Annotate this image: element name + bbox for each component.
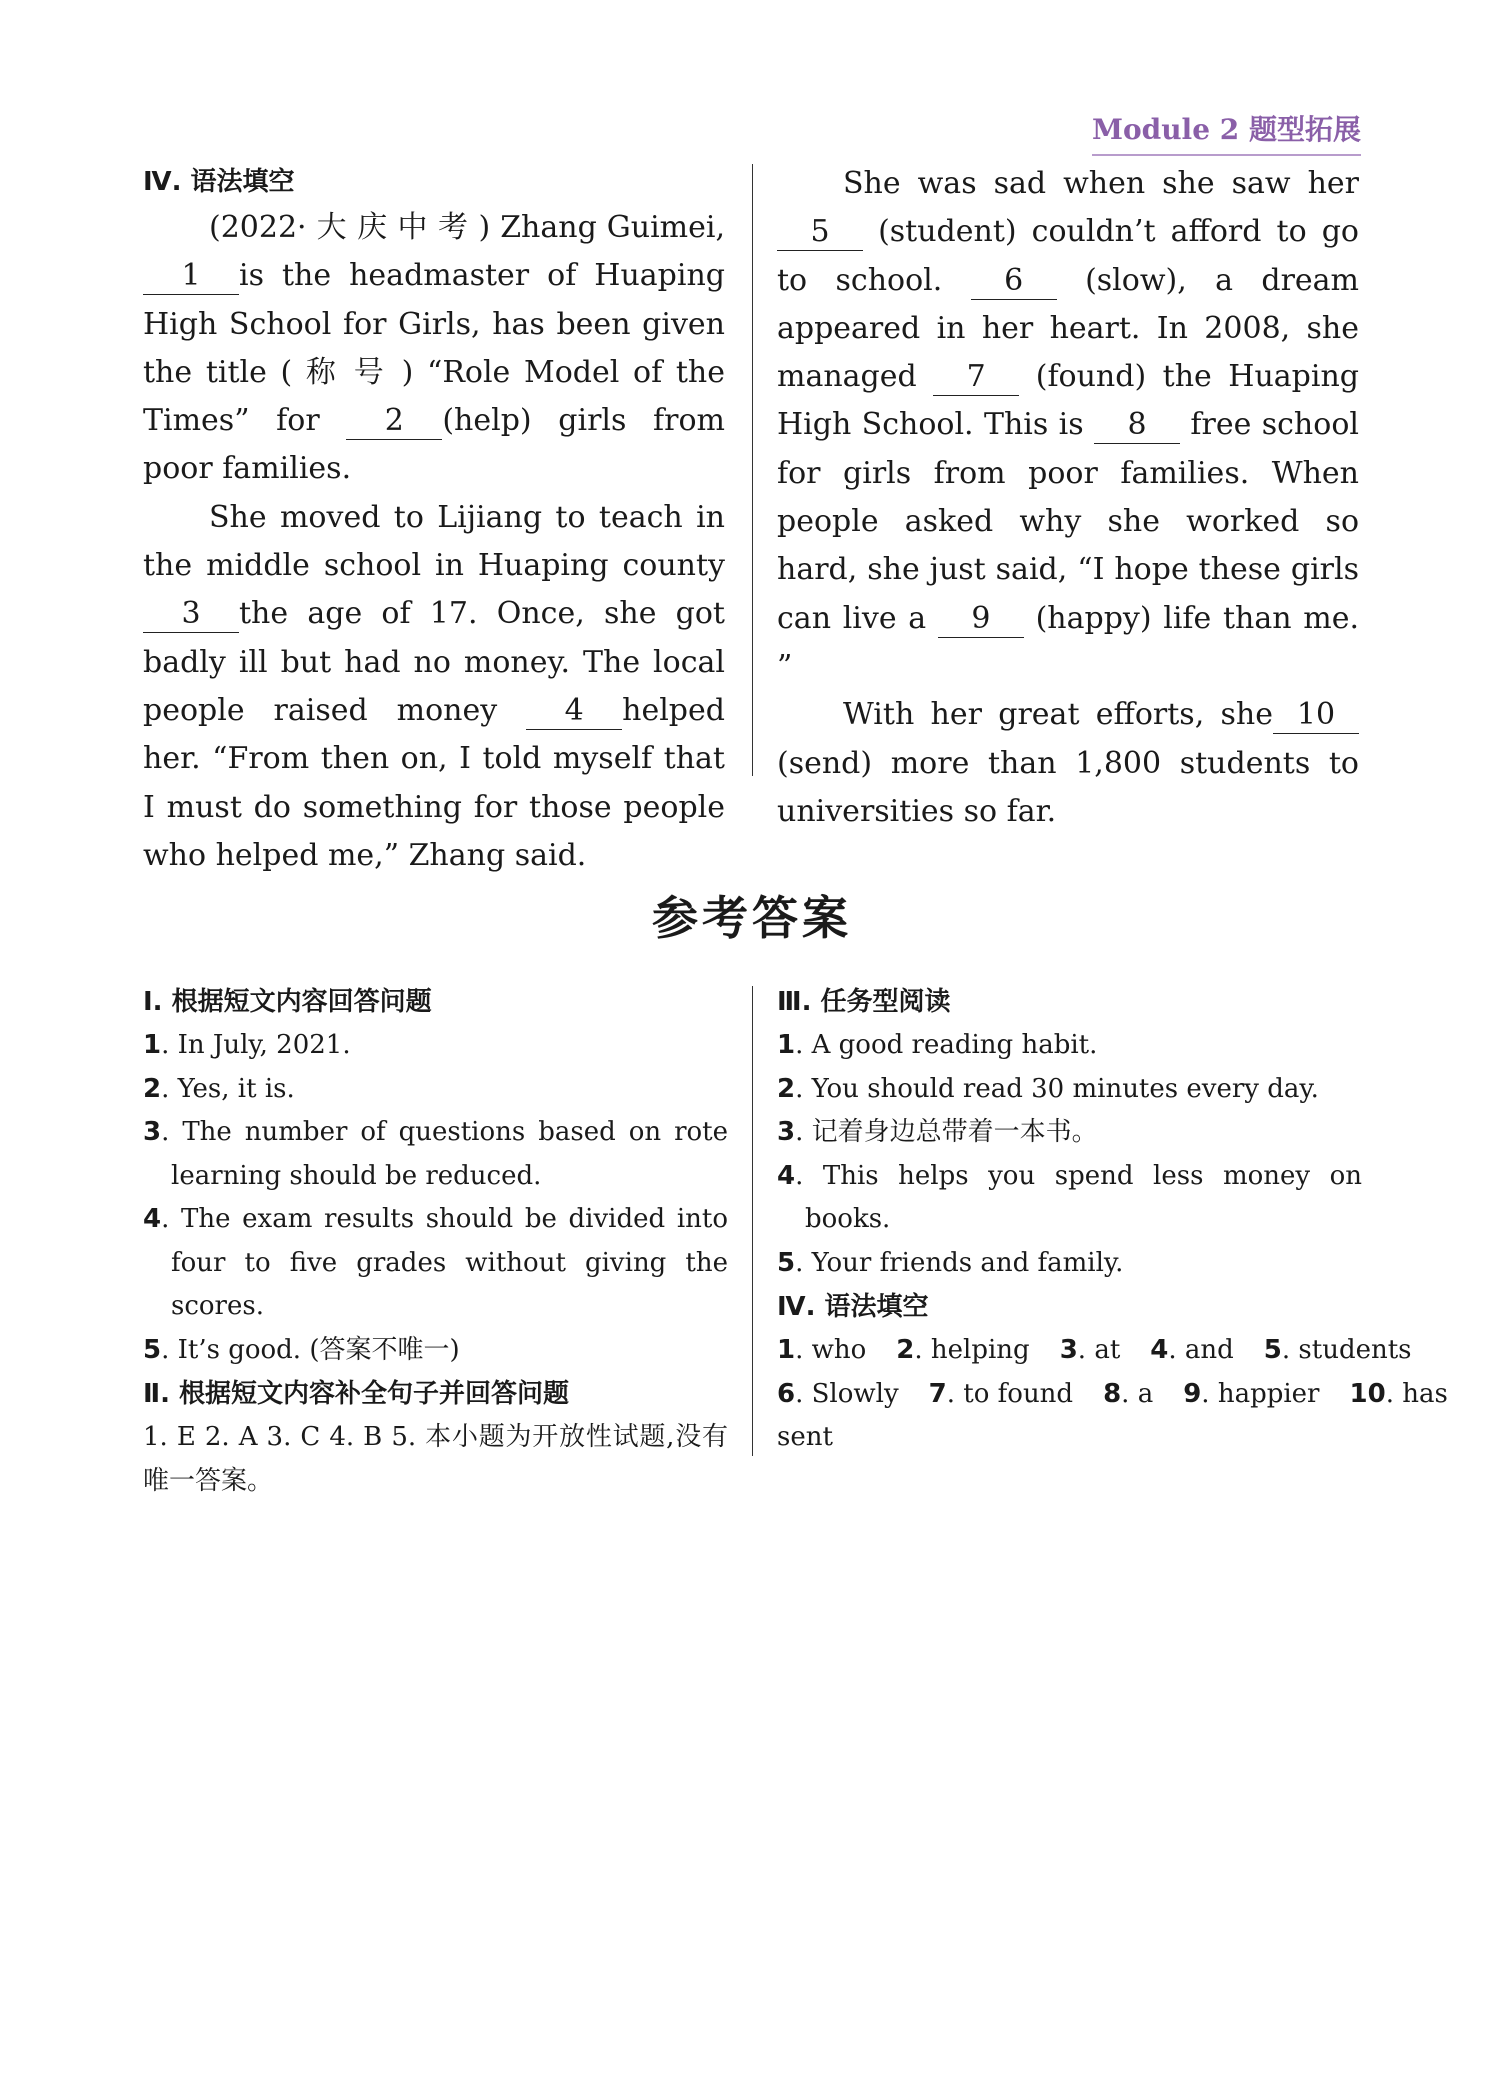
answer-number: 9	[1183, 1378, 1202, 1409]
answer-number: 1	[777, 1335, 796, 1365]
answers-title: 参考答案	[652, 891, 852, 945]
answer-item	[777, 1329, 866, 1373]
answer-item	[777, 1024, 1362, 1068]
answer-item	[777, 1155, 1362, 1242]
blank-1: 1	[143, 258, 239, 295]
answer-item	[143, 1111, 728, 1198]
answer-item	[896, 1329, 1029, 1373]
module-header: Module 2 题型拓展	[1092, 108, 1361, 156]
answer-number: 4	[143, 1204, 162, 1234]
answers-section-3-title: Ⅲ. 任务型阅读	[777, 987, 951, 1017]
answer-text: . You should read 30 minutes every day.	[795, 1073, 1319, 1104]
answer-number: 7	[928, 1378, 947, 1409]
passage-paragraph-2: She moved to Lijiang to teach in the middle school in Huaping county3 the age of 17. Once, she got badly ill but had no money. The local people raised money 4 helped her. “From then on, I told myself that I must do something for those people who helped me,” Zhang said.	[143, 499, 725, 873]
blank-9: 9	[938, 601, 1024, 638]
answers-left-column	[143, 980, 728, 1503]
answers-section-2-line: 1. E 2. A 3. C 4. B 5. 本小题为开放性试题,没有唯一答案。	[143, 1422, 728, 1496]
answer-text: . Your friends and family.	[795, 1247, 1124, 1278]
answer-text: . to found	[946, 1378, 1074, 1409]
answer-number: 5	[1263, 1335, 1282, 1365]
answer-number: 8	[1103, 1378, 1122, 1409]
answer-number: 5	[777, 1247, 796, 1278]
passage-paragraph-3: She was sad when she saw her5 (student) couldn’t afford to go to school. 6 (slow), a dream appeared in her heart. In 2008, she managed 7 (found) the Huaping High School. This is 8 free school for girls from poor families. When people asked why she worked so hard, she just said, “I hope these girls can live a 9 (happy) life than me. ”	[777, 166, 1360, 684]
answer-item	[143, 1198, 728, 1329]
answer-item	[1103, 1373, 1153, 1417]
answers-section-1-list	[143, 1024, 728, 1372]
passage-paragraph-4: With her great efforts, she 10 (send) more than 1,800 students to universities so far.	[777, 697, 1359, 829]
answer-item	[777, 1111, 1362, 1155]
column-divider-top	[752, 164, 753, 776]
answer-text: . It’s good. (答案不唯一)	[161, 1334, 460, 1365]
answer-item	[1060, 1329, 1121, 1373]
answer-item	[1183, 1373, 1319, 1417]
answer-item	[1264, 1329, 1412, 1373]
answer-item	[1350, 1373, 1448, 1417]
blank-7: 7	[933, 359, 1019, 396]
answer-text: . Yes, it is.	[161, 1073, 295, 1104]
answer-number: 3	[1059, 1335, 1078, 1365]
answer-text: . at	[1077, 1335, 1121, 1365]
answer-number: 4	[777, 1160, 796, 1191]
answer-text: . The exam results should be divided into four to five grades without giving the scores.	[161, 1204, 728, 1321]
blank-5: 5	[777, 214, 863, 251]
answer-number: 4	[1150, 1335, 1169, 1365]
answer-item	[1150, 1329, 1234, 1373]
answer-number: 2	[896, 1335, 915, 1365]
answer-number: 6	[777, 1378, 796, 1409]
section-title-grammar: Ⅳ. 语法填空	[143, 167, 295, 197]
passage-right-column	[777, 160, 1359, 836]
answer-text: . A good reading habit.	[795, 1030, 1098, 1060]
answer-number: 3	[143, 1117, 162, 1147]
answers-section-3-list	[777, 1024, 1362, 1285]
answers-section-4-cont: sent	[777, 1422, 833, 1452]
blank-8: 8	[1094, 407, 1180, 444]
answer-item	[777, 1068, 1362, 1112]
column-divider-bottom	[752, 986, 753, 1456]
answer-number: 5	[143, 1334, 162, 1365]
answer-text: . In July, 2021.	[161, 1030, 351, 1060]
answer-text: . This helps you spend less money on books.	[795, 1160, 1362, 1234]
answer-item	[777, 1373, 899, 1417]
answer-item	[143, 1329, 728, 1373]
answer-text: . helping	[914, 1335, 1030, 1365]
passage-left-column	[143, 160, 725, 880]
answers-section-4-row-1	[777, 1329, 1412, 1373]
answer-text: . happier	[1201, 1378, 1320, 1409]
answer-item	[929, 1373, 1073, 1417]
answer-text: . and	[1168, 1335, 1234, 1365]
blank-6: 6	[971, 263, 1057, 300]
answer-text: . students	[1281, 1335, 1412, 1365]
answer-text: . a	[1121, 1378, 1154, 1409]
passage-paragraph-1: (2022· 大 庆 中 考 ) Zhang Guimei, 1 is the headmaster of Huaping High School for Girls, has been given the title ( 称 号 ) “Role Model of the Times” for 2 (help) girls from poor families.	[143, 210, 725, 487]
blank-10: 10	[1273, 697, 1359, 734]
answer-text: . who	[795, 1335, 867, 1365]
answer-number: 2	[143, 1073, 162, 1104]
answers-section-4-row-2	[777, 1373, 1448, 1417]
answers-section-2-title: Ⅱ. 根据短文内容补全句子并回答问题	[143, 1379, 570, 1409]
answer-item	[143, 1024, 728, 1068]
blank-2: 2	[346, 403, 442, 440]
answer-number: 1	[143, 1030, 162, 1060]
answer-item	[143, 1068, 728, 1112]
answer-text: . Slowly	[795, 1378, 899, 1409]
answer-text: . has	[1385, 1378, 1448, 1409]
blank-4: 4	[526, 693, 622, 730]
answer-number: 2	[777, 1073, 796, 1104]
answer-item	[777, 1242, 1362, 1286]
answers-section-1-title: Ⅰ. 根据短文内容回答问题	[143, 987, 432, 1017]
answers-section-4-title: Ⅳ. 语法填空	[777, 1292, 929, 1322]
answer-text: . 记着身边总带着一本书。	[795, 1117, 1098, 1147]
blank-3: 3	[143, 596, 239, 633]
answer-number: 1	[777, 1030, 796, 1060]
answer-number: 3	[777, 1117, 796, 1147]
answer-text: . The number of questions based on rote learning should be reduced.	[161, 1117, 728, 1191]
answers-right-column	[777, 980, 1448, 1460]
answer-number: 10	[1349, 1378, 1386, 1409]
